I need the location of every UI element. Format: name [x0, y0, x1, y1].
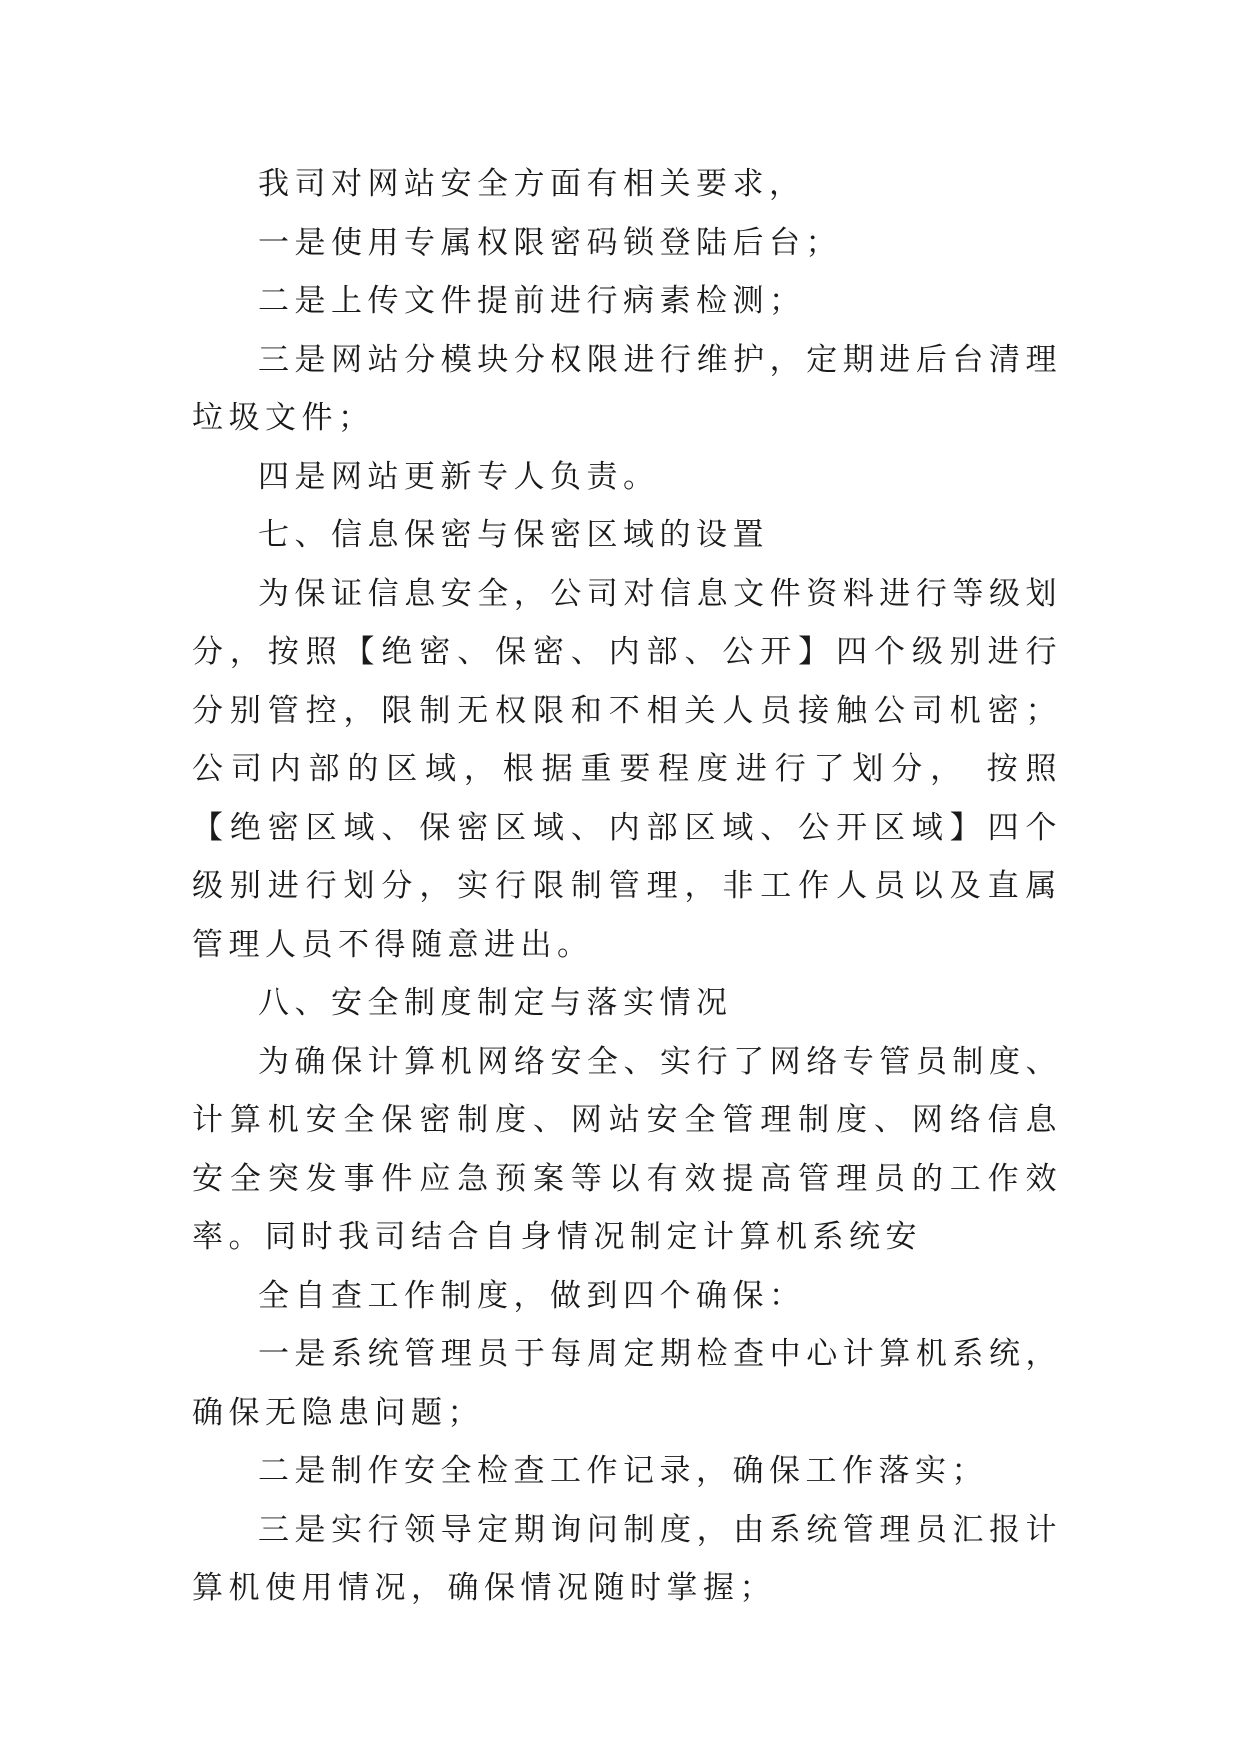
section-heading-7: 七、信息保密与保密区域的设置	[258, 517, 769, 553]
paragraph-item-3-maintenance: 三是网站分模块分权限进行维护，定期进后台清理垃圾文件；	[192, 341, 1062, 436]
paragraph-ensure-3: 三是实行领导定期询问制度，由系统管理员汇报计算机使用情况，确保情况随时掌握；	[192, 1511, 1062, 1606]
paragraph-item-1-password: 一是使用专属权限密码锁登陆后台；	[258, 224, 842, 261]
document-body	[192, 155, 1062, 1618]
paragraph-item-4-updates: 四是网站更新专人负责。	[258, 458, 660, 495]
paragraph-item-2-virus-check: 二是上传文件提前进行病素检测；	[258, 283, 806, 319]
section-heading-8: 八、安全制度制定与落实情况	[258, 985, 733, 1021]
paragraph-ensure-1: 一是系统管理员于每周定期检查中心计算机系统，确保无隐患问题；	[192, 1336, 1062, 1431]
paragraph-confidentiality: 为保证信息安全，公司对信息文件资料进行等级划分，按照【绝密、保密、内部、公开】四个级别进行分别管控，限制无权限和不相关人员接触公司机密；公司内部的区域，根据重要程度进行了划分， 按照【绝密区域、保密区域、内部区域、公开区域】四个级别进行划分，实行限制管理，非工作人员以及直属管理人员不得随意进出。	[192, 575, 1062, 963]
paragraph-website-security-intro: 我司对网站安全方面有相关要求，	[258, 166, 806, 202]
paragraph-self-check-system: 全自查工作制度，做到四个确保：	[258, 1277, 806, 1314]
paragraph-ensure-2: 二是制作安全检查工作记录，确保工作落实；	[258, 1453, 988, 1489]
paragraph-security-policies: 为确保计算机网络安全、实行了网络专管员制度、计算机安全保密制度、网站安全管理制度、网络信息安全突发事件应急预案等以有效提高管理员的工作效率。同时我司结合自身情况制定计算机系统安	[192, 1043, 1062, 1255]
